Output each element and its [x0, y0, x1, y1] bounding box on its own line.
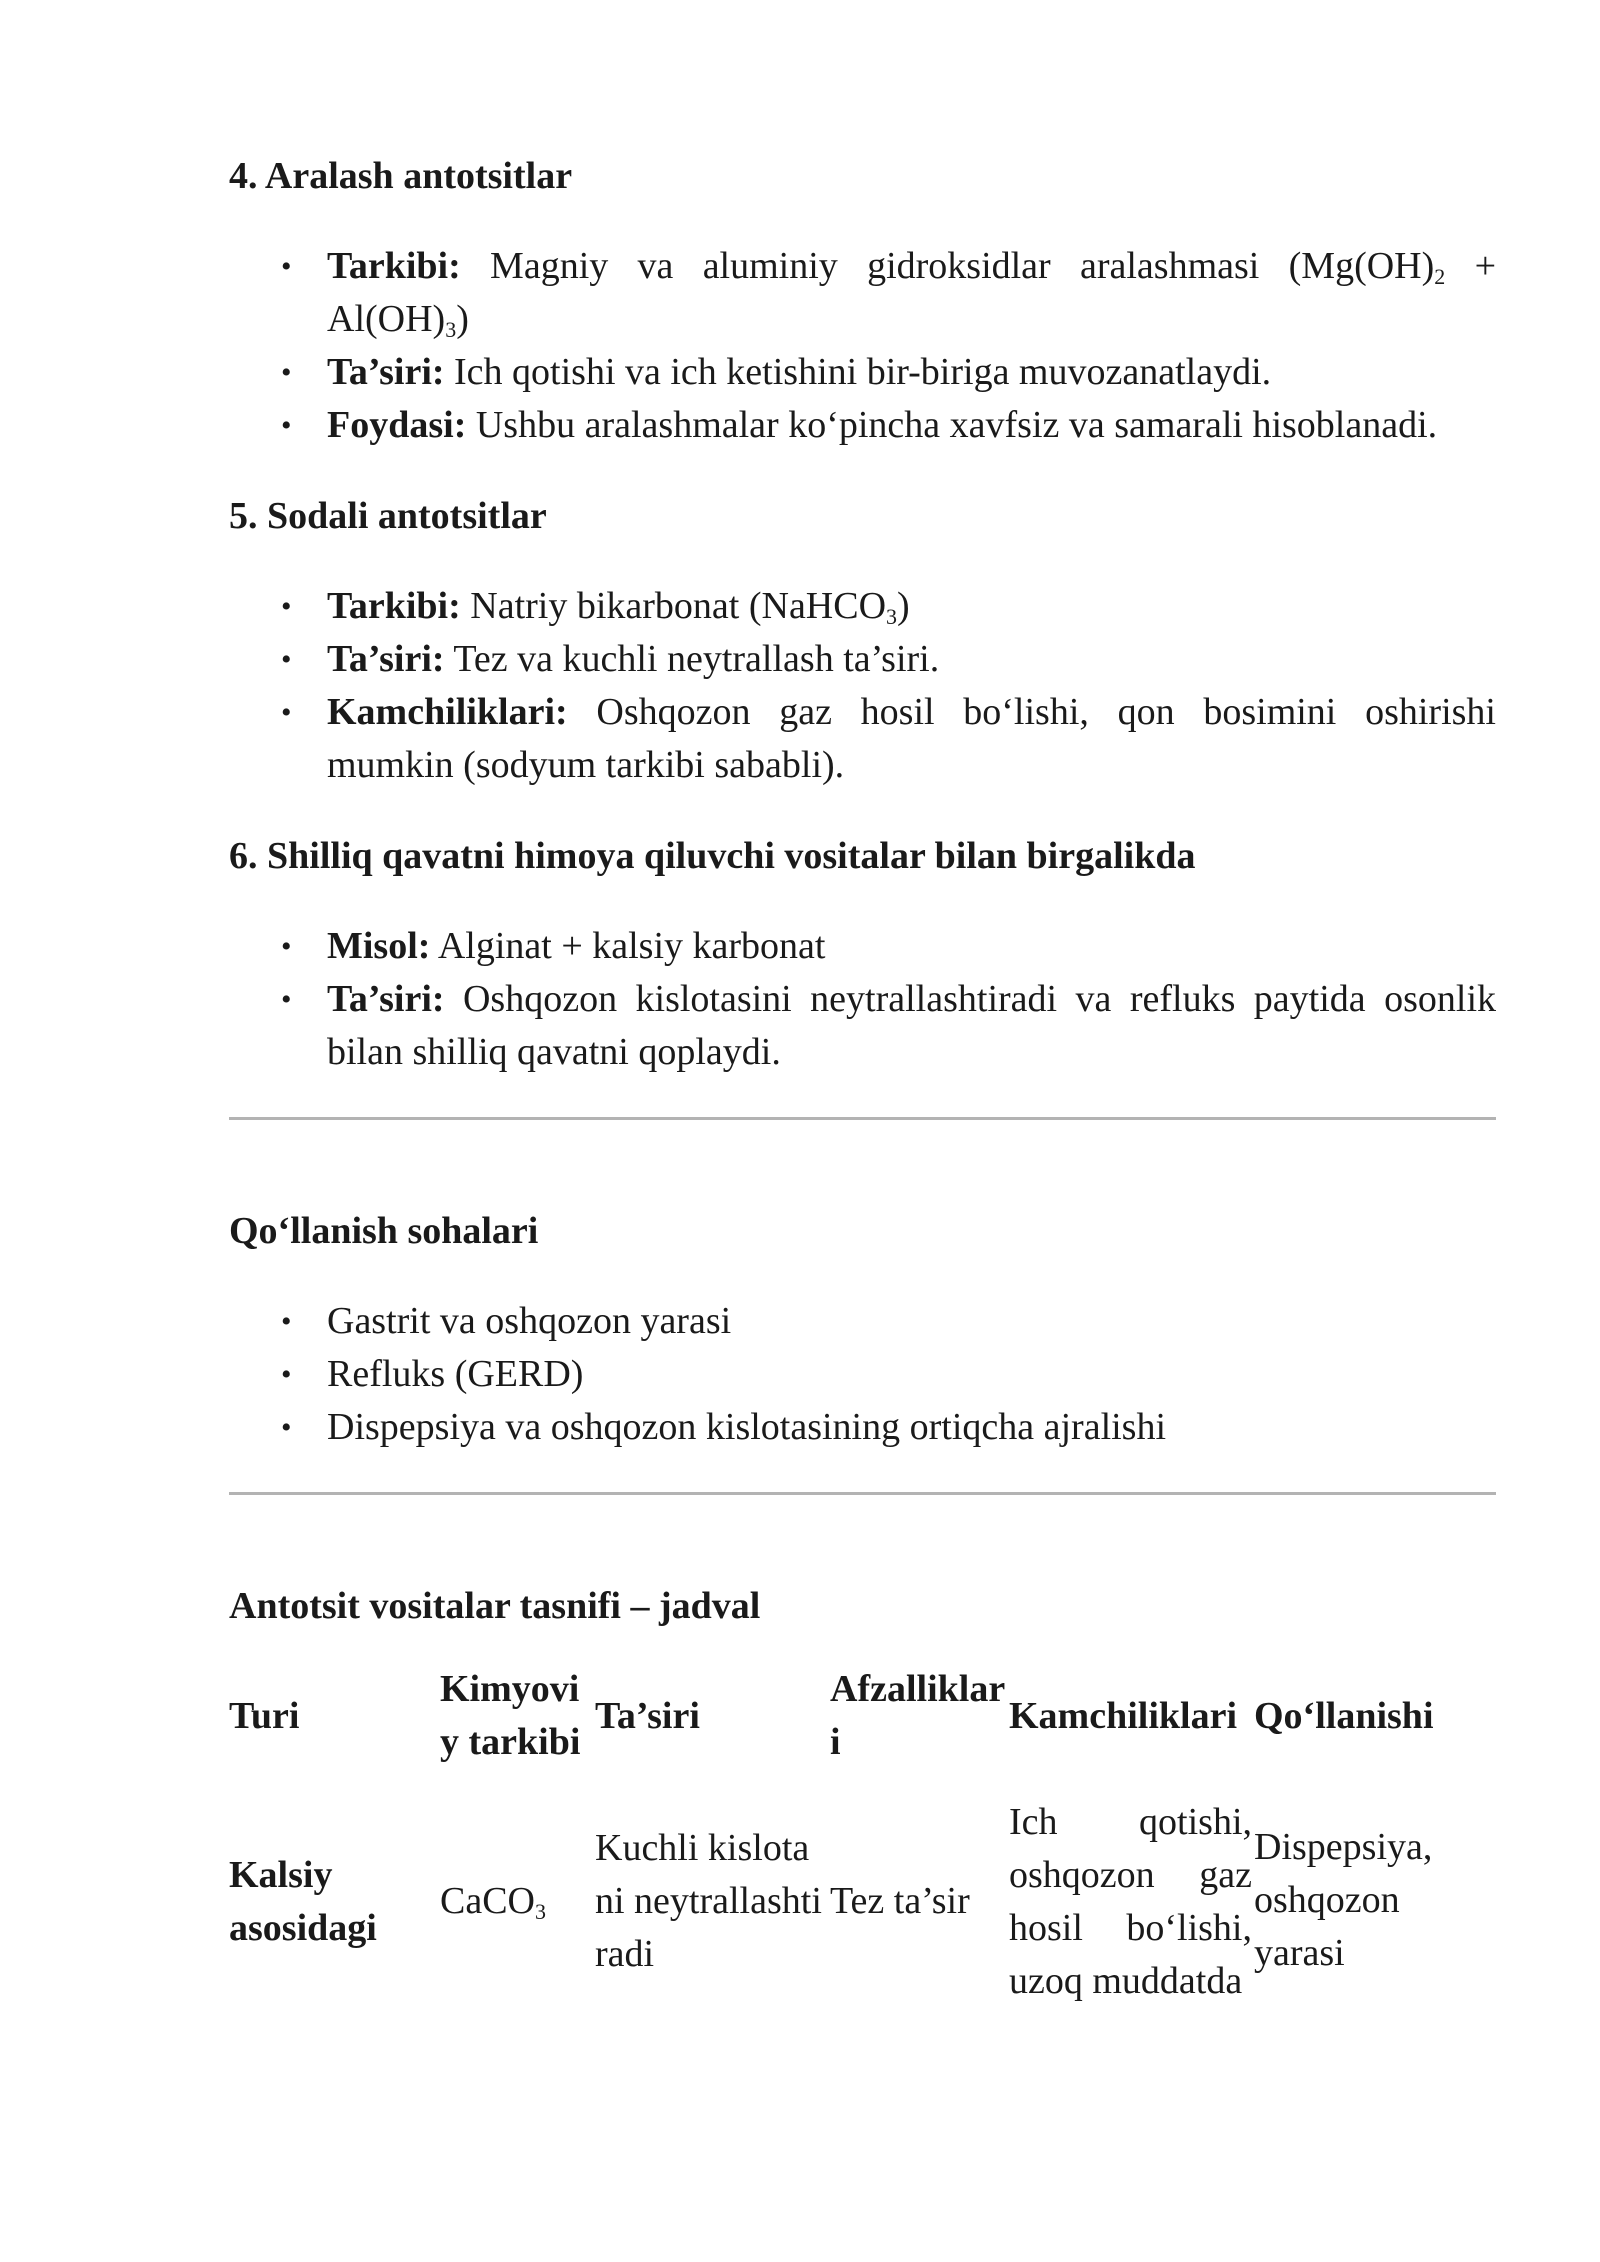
list-item [229, 240, 1496, 346]
list-item [229, 346, 1496, 399]
bullet-icon: • [281, 983, 292, 1016]
item-text: Ich qotishi va ich ketishini bir-biriga muvozanatlaydi. [444, 351, 1272, 393]
item-label: Kamchiliklari: [327, 691, 568, 733]
bullet-icon: • [281, 643, 292, 676]
table-cell-disadvantages [1009, 1769, 1254, 2034]
item-text: Tez va kuchli neytrallash ta’siri. [444, 638, 940, 680]
bullet-icon: • [281, 1411, 292, 1444]
bullet-icon: • [281, 250, 292, 283]
item-text: Dispepsiya va oshqozon kislotasining ortiqcha ajralishi [327, 1406, 1167, 1448]
cell-text: Tez ta’sir [830, 1880, 970, 1922]
item-label: Tarkibi: [327, 245, 461, 287]
table-row [229, 1769, 1496, 2034]
table-header-cell: Kimyoviy tarkibi [440, 1668, 581, 1763]
bullet-icon: • [281, 590, 292, 623]
item-label: Foydasi: [327, 404, 467, 446]
section-heading-5: 5. Sodali antotsitlar [229, 495, 547, 537]
section-6-list [229, 920, 1496, 1079]
table-header-cell: Qo‘llanishi [1254, 1694, 1434, 1737]
bullet-icon: • [281, 409, 292, 442]
section-4-list [229, 240, 1496, 452]
section-5-list [229, 580, 1496, 792]
list-item [229, 973, 1496, 1079]
item-label: Ta’siri: [327, 351, 445, 393]
list-item [229, 1295, 1496, 1348]
bullet-icon: • [281, 356, 292, 389]
classification-table [229, 1663, 1496, 2034]
item-text: ) [897, 585, 910, 627]
table-cell-chemical [440, 1769, 595, 2034]
subscript: 2 [1434, 264, 1446, 289]
item-text: + Al(OH) [327, 245, 1496, 340]
cell-text: CaCO [440, 1880, 535, 1922]
section-heading-4: 4. Aralash antotsitlar [229, 155, 573, 197]
table-header-cell: Afzalliklari [830, 1668, 1006, 1763]
item-text: Natriy bikarbonat (NaHCO [460, 585, 887, 627]
item-label: Ta’siri: [327, 638, 445, 680]
item-text: Oshqozon gaz hosil bo‘lishi, qon bosimini oshirishi mumkin (sodyum tarkibi sababli). [327, 691, 1496, 786]
item-label: Misol: [327, 925, 431, 967]
horizontal-divider [229, 1492, 1496, 1495]
cell-text: Dispepsiya, oshqozon yarasi [1254, 1826, 1433, 1974]
bullet-icon: • [281, 1305, 292, 1338]
item-text: Ushbu aralashmalar ko‘pincha xavfsiz va samarali hisoblanadi. [466, 404, 1438, 446]
table-header-cell: Turi [229, 1694, 300, 1737]
list-item [229, 1348, 1496, 1401]
table-cell-type [229, 1769, 440, 2034]
table-header-cell: Kamchiliklari [1009, 1694, 1237, 1737]
subscript: 3 [535, 1899, 546, 1924]
item-text: Refluks (GERD) [327, 1353, 584, 1395]
document-content [229, 150, 1496, 2034]
bullet-icon: • [281, 1358, 292, 1391]
item-text: Oshqozon kislotasini neytrallashtiradi va refluks paytida osonlik bilan shilliq qavatni qoplaydi. [327, 978, 1496, 1073]
cell-text: Kalsiy asosidagi [229, 1853, 377, 1949]
list-item [229, 580, 1496, 633]
list-item [229, 633, 1496, 686]
list-item [229, 1401, 1496, 1454]
applications-heading: Qo‘llanish sohalari [229, 1210, 539, 1252]
table-header-row [229, 1663, 1496, 1769]
subscript: 3 [886, 604, 898, 629]
list-item [229, 920, 1496, 973]
bullet-icon: • [281, 930, 292, 963]
cell-text: Ich qotishi, oshqozon gaz hosil bo‘lishi, uzoq muddatda [1009, 1800, 1252, 2002]
table-cell-effect [595, 1769, 830, 2034]
item-label: Tarkibi: [327, 585, 461, 627]
list-item [229, 686, 1496, 792]
horizontal-divider [229, 1117, 1496, 1120]
item-text: Magniy va aluminiy gidroksidlar aralashmasi (Mg(OH) [460, 245, 1435, 287]
item-text: Gastrit va oshqozon yarasi [327, 1300, 732, 1342]
list-item [229, 399, 1496, 452]
section-heading-6: 6. Shilliq qavatni himoya qiluvchi vositalar bilan birgalikda [229, 835, 1196, 877]
cell-text: Kuchli kislotani neytrallashtiradi [595, 1827, 822, 1975]
applications-list [229, 1295, 1496, 1454]
subscript: 3 [445, 317, 457, 342]
table-cell-usage [1254, 1769, 1496, 2034]
table-heading: Antotsit vositalar tasnifi – jadval [229, 1585, 761, 1627]
item-text: ) [456, 298, 469, 340]
table-header-cell: Ta’siri [595, 1694, 700, 1737]
bullet-icon: • [281, 696, 292, 729]
item-text: Alginat + kalsiy karbonat [430, 925, 826, 967]
item-label: Ta’siri: [327, 978, 445, 1020]
table-cell-advantages [830, 1769, 1009, 2034]
